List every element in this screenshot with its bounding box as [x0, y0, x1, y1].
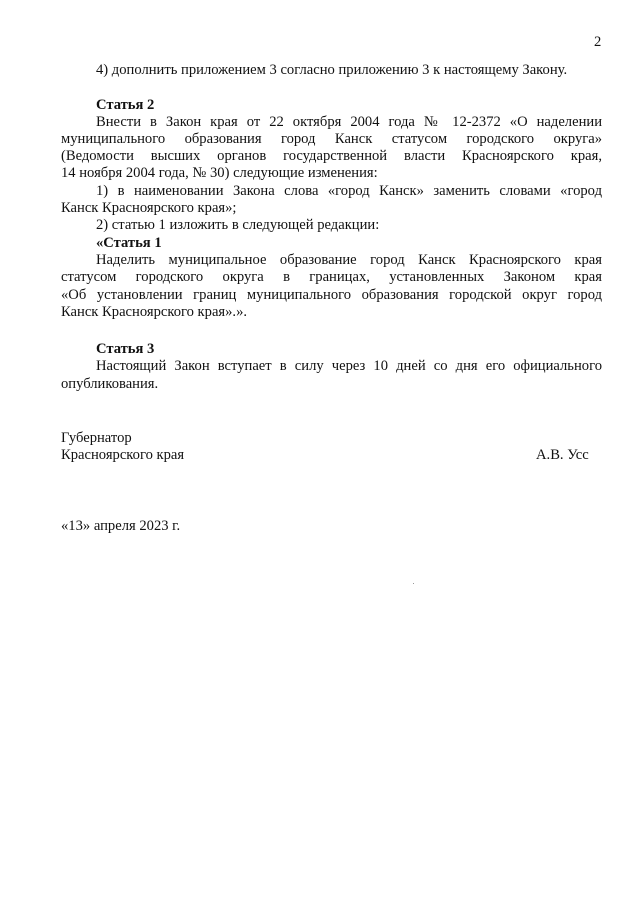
- article-3-heading: Статья 3: [96, 341, 155, 357]
- quoted-article-1-line-3: «Об установлении границ муниципального образования городской округ город: [61, 287, 602, 303]
- quoted-article-1-line-2: статусом городского округа в границах, установленных Законом края: [61, 269, 602, 285]
- quoted-article-1-line-1: Наделить муниципальное образование город Канск Красноярского края: [96, 252, 602, 268]
- scan-speck: [413, 583, 414, 584]
- article-2-line-2: муниципального образования город Канск статусом городского округа»: [61, 131, 602, 147]
- article-2-line-3: (Ведомости высших органов государственной власти Красноярского края,: [61, 148, 602, 164]
- article-3-line-2: опубликования.: [61, 376, 159, 392]
- signature-title-line-1: Губернатор: [61, 430, 132, 446]
- document-date: «13» апреля 2023 г.: [61, 518, 181, 534]
- article-2-line-7: 2) статью 1 изложить в следующей редакции:: [96, 217, 380, 233]
- signature-name: А.В. Усс: [536, 447, 589, 463]
- quoted-article-1-heading: «Статья 1: [96, 235, 162, 251]
- signature-title-line-2: Красноярского края: [61, 447, 185, 463]
- article-2-heading: Статья 2: [96, 97, 155, 113]
- article-2-line-6: Канск Красноярского края»;: [61, 200, 237, 216]
- article-2-line-5: 1) в наименовании Закона слова «город Канск» заменить словами «город: [96, 183, 602, 199]
- amendment-item-4: 4) дополнить приложением 3 согласно приложению 3 к настоящему Закону.: [96, 62, 568, 78]
- article-2-line-1: Внести в Закон края от 22 октября 2004 года № 12-2372 «О наделении: [96, 114, 602, 130]
- article-3-line-1: Настоящий Закон вступает в силу через 10 дней со дня его официального: [96, 358, 602, 374]
- page-number: 2: [594, 34, 602, 50]
- quoted-article-1-line-4: Канск Красноярского края».».: [61, 304, 248, 320]
- article-2-line-4: 14 ноября 2004 года, № 30) следующие изменения:: [61, 165, 378, 181]
